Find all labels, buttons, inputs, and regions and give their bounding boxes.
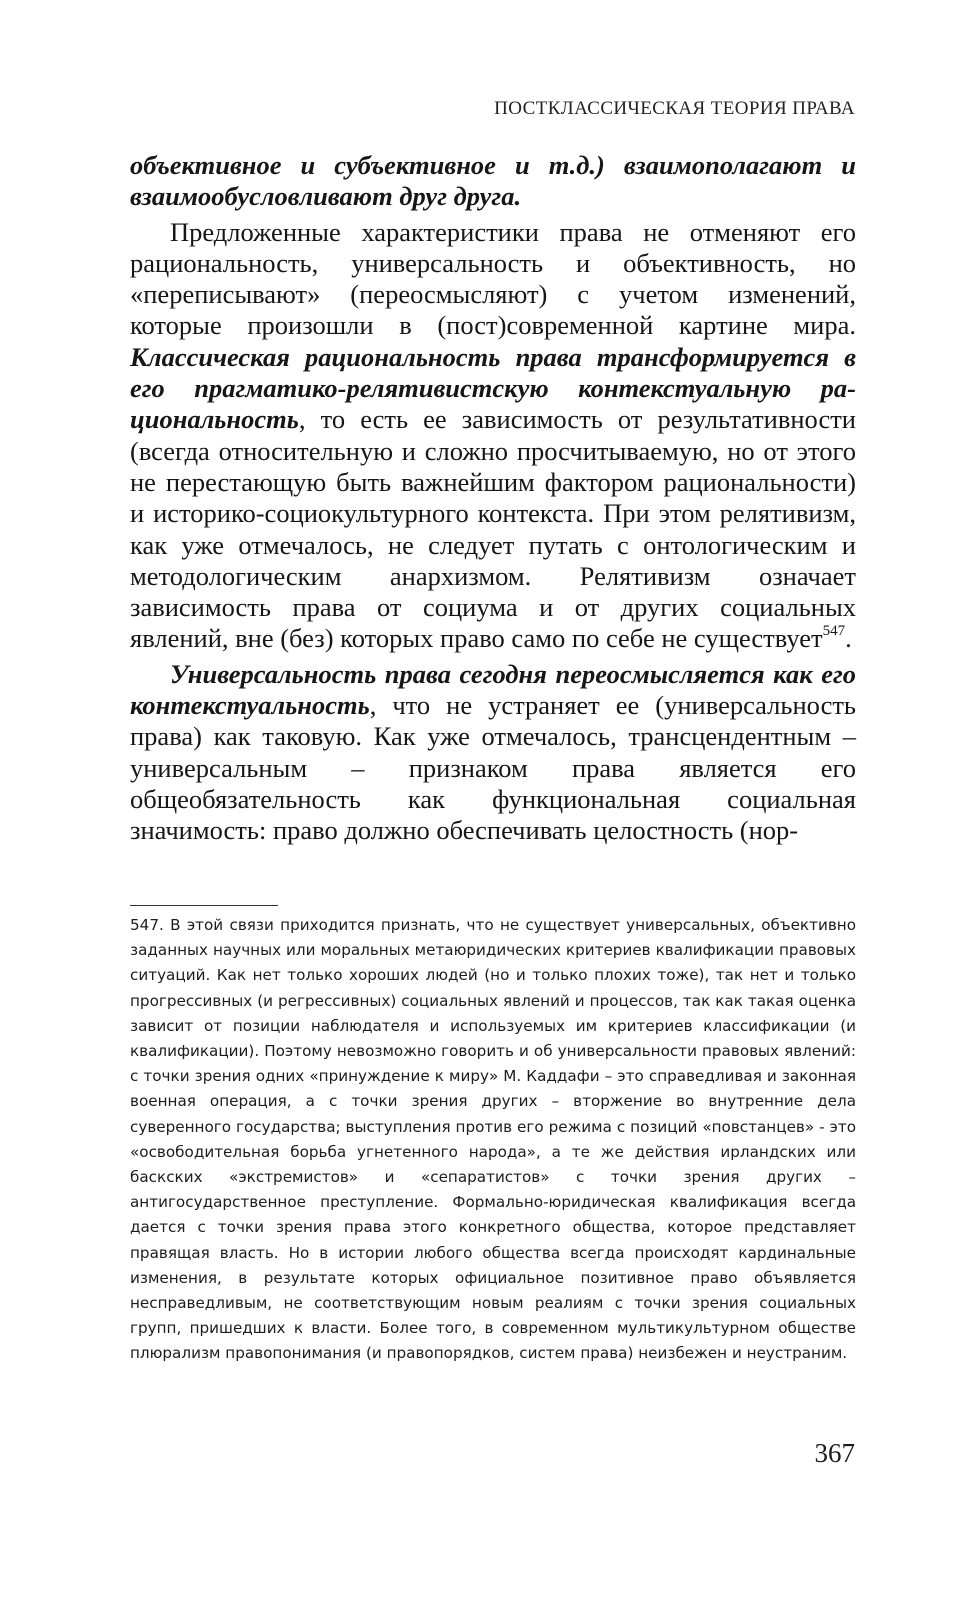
- paragraph: [130, 659, 856, 847]
- page-number: 367: [814, 1438, 855, 1468]
- emphasized-text: Универсальность права сегодня переосмысляется как его контекстуальность: [130, 658, 856, 721]
- paragraph-text: Предложенные характеристики права не отменяют его рациональность, универсальность и объективность, но «переписывают» (переосмысляют) с учетом изменений, которые произошли в (пост)современной картине мира.: [130, 216, 856, 341]
- footnote-text: В этой связи приходится признать, что не существует универсальных, объективно заданных научных или моральных метаюридических критериев квалификации правовых ситуаций. Как нет только хороших людей (но и только плохих тоже), так нет и только прогрессивных (и регрессивных) социальных явлений и процессов, так как такая оценка зависит от позиции наблюдателя и используемых им критериев классификации (и квалификации). Поэтому невозможно говорить и об универсальности правовых явлений: с точки зрения одних «принуждение к миру» М. Каддафи – это справедливая и законная военная операция, а с точки зрения других – вторжение во внутренние дела суверенного государства; выступления против его режима с позиций «повстанцев» - это «освободительная борьба угнетенного народа», а те же действия ирландских или баскских «экстремистов» и «сепаратистов» с точки зрения других – антигосударственное преступление. Формально-юридическая квалификация всегда дается с точки зрения права этого конкретного общества, которое представляет правящая власть. Но в истории любого общества всегда происходят кардинальные изменения, в результате которых официальное позитивное право объявляется несправедливым, не соответствующим новым реалиям с точки зрения социальных групп, пришедших к власти. Более того, в современном мультикультурном обществе плюрализм правопонимания (и правопорядков, систем права) неизбежен и неустраним.: [130, 916, 856, 1363]
- paragraph-text: , что не устраняет ее (универсальность права) как таковую. Как уже отмечалось, трансцендентным – универсальным – признаком права является его общеобязательность как функциональная социальная значимость: право должно обеспечивать целостность (нор-: [130, 690, 856, 846]
- emphasized-text: объективное и субъективное и т.д.) взаимополагают и взаимообусловливают друг друга.: [130, 150, 856, 212]
- footnote-paragraph: [130, 913, 856, 1367]
- main-text: [130, 150, 856, 847]
- paragraph-continuation: [130, 150, 856, 213]
- running-head: ПОСТКЛАССИЧЕСКАЯ ТЕОРИЯ ПРАВА: [494, 98, 855, 119]
- paragraph-text: , то есть ее зависимость от результативности (всегда относительную и сложно просчитываемую, но от этого не перестающую быть важнейшим фактором рациональности) и историко-социокультурного контекста. При этом релятивизм, как уже отмечалось, не следует путать с онтологическим и методологическим анархизмом. Релятивизм означает зависимость права от социума и от других социальных явлений, вне (без) которых право само по себе не существует: [130, 404, 856, 654]
- paragraph-text: .: [845, 623, 852, 654]
- paragraph: [130, 217, 856, 655]
- footnote-separator: [130, 905, 278, 906]
- footnote-number: 547.: [130, 916, 164, 934]
- emphasized-text: Классическая рациональность права трансформируется в его прагматико-релятивистскую контекстуальную рациональность: [130, 341, 856, 435]
- footnote-reference[interactable]: 547: [822, 622, 846, 639]
- footnote: [130, 913, 856, 1367]
